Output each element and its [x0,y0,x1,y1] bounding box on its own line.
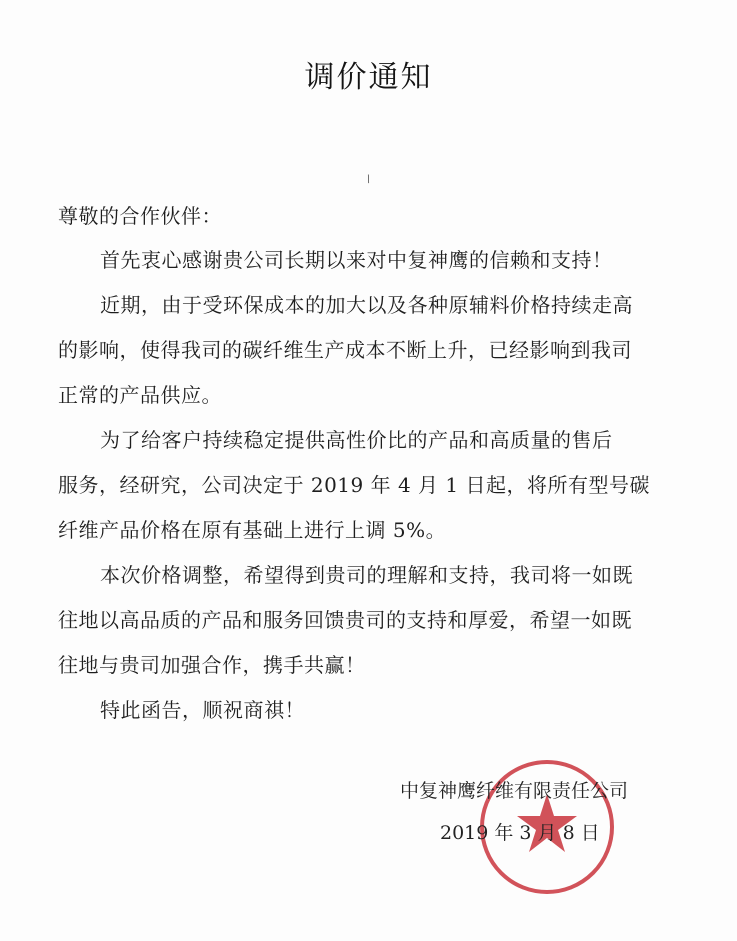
document-title: 调价通知 [304,60,433,95]
paragraph-line: 纤维产品价格在原有基础上进行上调 5%。 [58,518,447,542]
paragraph-line: 为了给客户持续稳定提供高性价比的产品和高质量的售后 [100,428,613,452]
paragraph-line: 服务，经研究，公司决定于 2019 年 4 月 1 日起，将所有型号碳 [58,473,650,497]
paragraph-line: 近期，由于受环保成本的加大以及各种原辅料价格持续走高 [100,293,633,317]
paragraph-line: 往地与贵司加强合作，携手共赢！ [58,653,366,677]
paragraph-line: 首先衷心感谢贵公司长期以来对中复神鹰的信赖和支持！ [100,248,613,272]
signature-company: 中复神鹰纤维有限责任公司 [400,780,629,802]
salutation: 尊敬的合作伙伴： [58,204,222,228]
paragraph-line: 正常的产品供应。 [58,383,222,407]
paragraph-line: 本次价格调整，希望得到贵司的理解和支持，我司将一如既 [100,563,633,587]
paragraph-line: 的影响，使得我司的碳纤维生产成本不断上升，已经影响到我司 [58,338,632,362]
signature-date: 2019 年 3 月 8 日 [440,822,600,844]
closing-line: 特此函告，顺祝商祺！ [100,698,305,722]
paragraph-line: 往地以高品质的产品和服务回馈贵司的支持和厚爱，希望一如既 [58,608,632,632]
stray-mark: / [365,173,373,186]
